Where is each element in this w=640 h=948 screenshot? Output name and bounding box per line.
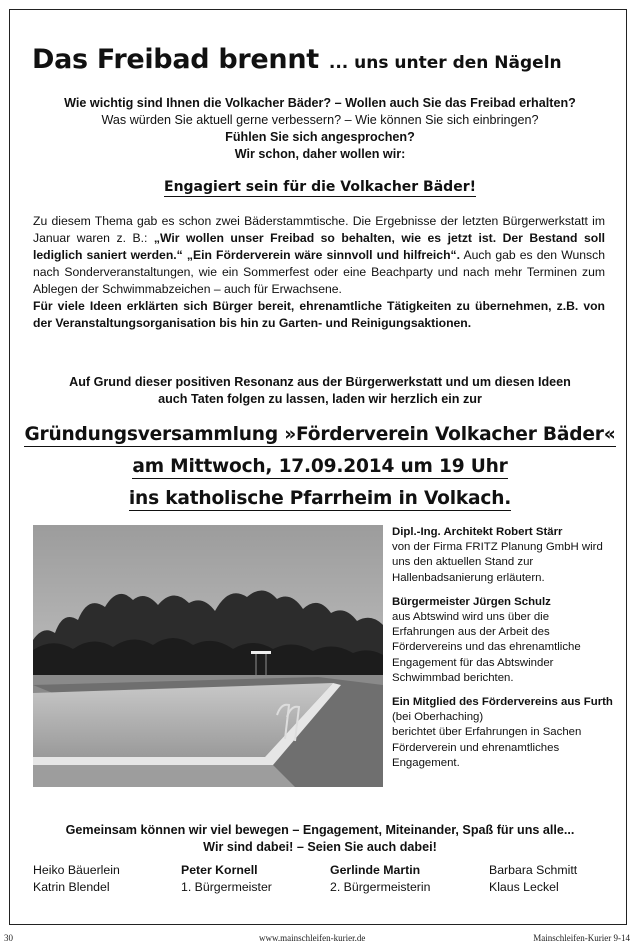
signature-second-line: Katrin Blendel (33, 880, 110, 894)
paragraph-1 (33, 213, 605, 298)
paragraph-1-end: Auch gab es den Wunsch nach Sonderveranstaltungen, wie ein Sommerfest oder eine Beachparty und nach mehr Terminen zum Ablegen der Schwimmabzeichen – auch für Erwachsene. (33, 248, 605, 296)
event-name: Gründungsversammlung »Förderverein Volkacher Bäder« (24, 424, 616, 445)
pool-photo (33, 525, 383, 787)
invitation-line-1: Auf Grund dieser positiven Resonanz aus der Bürgerwerkstatt und um diesen Ideen (69, 375, 571, 389)
signature-column (489, 862, 577, 896)
headline-main: Das Freibad brennt (32, 44, 319, 75)
closing-line-2: Wir sind dabei! – Seien Sie auch dabei! (203, 839, 437, 854)
question-3: Fühlen Sie sich angesprochen? (225, 130, 415, 144)
speaker-location-note: (bei Oberhaching) (392, 711, 484, 724)
speaker-name: Ein Mitglied des Fördervereins aus Furth (392, 696, 613, 709)
paragraph-1-start: Zu diesem Thema gab es schon zwei Bäderstammtische. Die Ergebnisse der letzten Bürgerwerkstatt im Januar waren z. B.: (33, 214, 605, 245)
speaker-name: Dipl.-Ing. Architekt Robert Stärr (392, 526, 563, 538)
headline (32, 44, 562, 75)
invitation (20, 374, 620, 408)
speaker-description: aus Abtswind wird uns über die Erfahrungen aus der Arbeit des Fördervereins und das ehrenamtliche Engagement für das Abtswinder Schwimmbad berichten. (392, 611, 581, 684)
event-place: ins katholische Pfarrheim in Volkach. (128, 488, 512, 509)
speaker-description: von der Firma FRITZ Planung GmbH wird uns den aktuellen Stand zur Hallenbadsanierung erläutern. (392, 541, 603, 584)
paragraph-1-quote: „Wir wollen unser Freibad so behalten, wie es jetzt ist. Der Bestand soll lediglich saniert werden.“ „Ein Förderverein wäre sinnvoll und hilfreich“. (33, 231, 606, 262)
question-2: Was würden Sie aktuell gerne verbessern? – Wie können Sie sich einbringen? (101, 113, 539, 127)
questions-block (20, 95, 620, 163)
question-1: Wie wichtig sind Ihnen die Volkacher Bäder? – Wollen auch Sie das Freibad erhalten? (64, 96, 576, 110)
signature-name: Peter Kornell (181, 863, 258, 877)
body-text (33, 213, 605, 332)
signature-second-line: 1. Bürgermeister (181, 880, 272, 894)
invitation-line-2: auch Taten folgen zu lassen, laden wir herzlich ein zur (158, 392, 482, 406)
paragraph-2: Für viele Ideen erklärten sich Bürger bereit, ehrenamtliche Tätigkeiten zu übernehmen, z.B. von der Veranstaltungsorganisation bis hin zu Garten- und Reinigungsaktionen. (33, 299, 605, 330)
footer-issue: Mainschleifen-Kurier 9-14 (533, 933, 630, 943)
question-4: Wir schon, daher wollen wir: (234, 147, 406, 161)
event-block (20, 424, 620, 520)
signature-column (33, 862, 120, 896)
signature-column (181, 862, 272, 896)
signature-second-line: 2. Bürgermeisterin (330, 880, 431, 894)
footer-url: www.mainschleifen-kurier.de (259, 933, 366, 943)
event-date: am Mittwoch, 17.09.2014 um 19 Uhr (132, 456, 508, 477)
signature-column (330, 862, 430, 896)
signature-name: Heiko Bäuerlein (33, 863, 120, 877)
speaker-block (392, 695, 614, 771)
speakers-column (392, 525, 614, 780)
headline-tail: ... uns unter den Nägeln (328, 53, 562, 73)
speaker-block (392, 525, 614, 586)
subtitle-wrap (20, 178, 620, 197)
subtitle: Engagiert sein für die Volkacher Bäder! (164, 179, 476, 195)
closing-statement (20, 822, 620, 855)
signature-name: Gerlinde Martin (330, 863, 421, 877)
closing-line-1: Gemeinsam können wir viel bewegen – Engagement, Miteinander, Spaß für uns alle... (65, 823, 575, 837)
signature-second-line: Klaus Leckel (489, 880, 559, 894)
speaker-name: Bürgermeister Jürgen Schulz (392, 595, 551, 608)
speaker-description: berichtet über Erfahrungen in Sachen Förderverein und ehrenamtliches Engagement. (392, 726, 582, 769)
speaker-block (392, 595, 614, 686)
page-number: 30 (4, 933, 13, 943)
signature-name: Barbara Schmitt (489, 863, 578, 877)
